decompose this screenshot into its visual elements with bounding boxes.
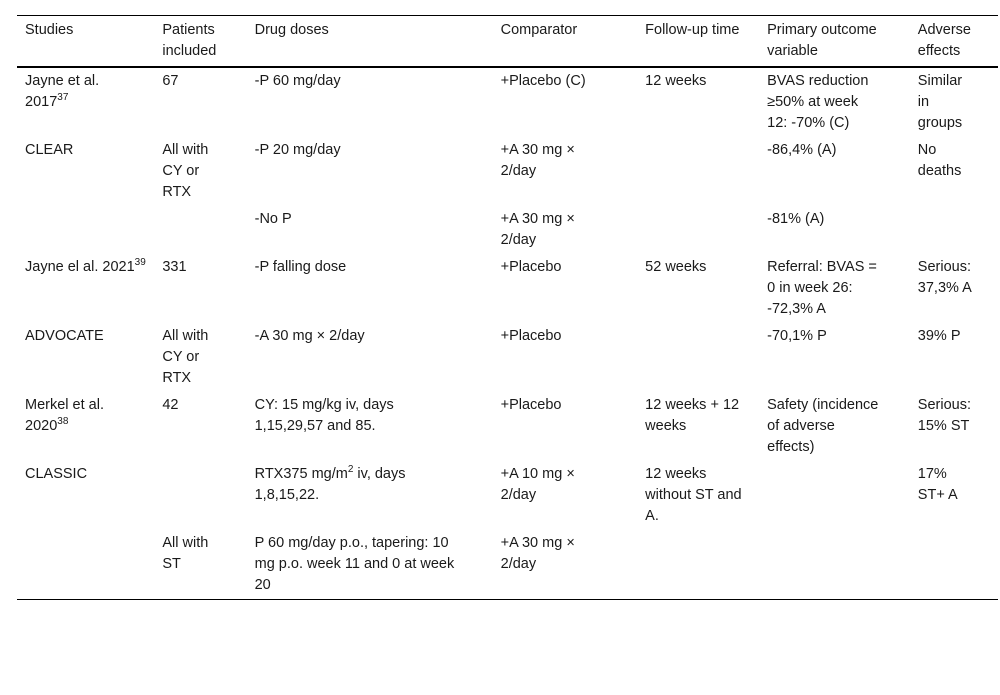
comparator: +A 30 mg × 2/day [500, 535, 575, 572]
table-row [17, 323, 998, 392]
table-row [17, 67, 998, 137]
follow-up-time: 12 weeks [645, 73, 707, 89]
cell-comparator [493, 254, 638, 323]
cell-drug-doses [247, 206, 493, 254]
cell-follow-up [637, 254, 759, 323]
drug-dose: RTX375 mg/m [254, 466, 348, 482]
cell-patients [154, 206, 246, 254]
cell-study [17, 67, 154, 137]
table-row [17, 137, 998, 206]
cell-patients [154, 530, 246, 600]
cell-patients [154, 67, 246, 137]
cell-primary-outcome [759, 530, 910, 600]
adverse-effects: 39% P [917, 328, 961, 344]
cell-adverse-effects [910, 67, 998, 137]
cell-comparator [493, 206, 638, 254]
adverse-effects: Serious: 37,3% A [917, 259, 972, 296]
header-row [17, 16, 998, 68]
study-name: Jayne el al. 2021 [25, 259, 135, 275]
cell-drug-doses [247, 392, 493, 461]
cell-follow-up [637, 137, 759, 206]
adverse-effects: No deaths [917, 142, 962, 179]
patients-included: All with ST [162, 535, 209, 572]
cell-follow-up [637, 206, 759, 254]
header-patients: Patients included [162, 22, 217, 59]
cell-primary-outcome [759, 392, 910, 461]
cell-drug-doses [247, 67, 493, 137]
drug-dose: -P 20 mg/day [254, 142, 341, 158]
header-drug-doses: Drug doses [254, 22, 329, 38]
adverse-effects: Serious: 15% ST [917, 397, 971, 434]
drug-dose-tail: iv, days 1,8,15,22. [254, 466, 406, 503]
study-name: ADVOCATE [25, 328, 104, 344]
cell-study [17, 461, 154, 530]
study-name: CLEAR [25, 142, 74, 158]
cell-study [17, 137, 154, 206]
cell-adverse-effects [910, 254, 998, 323]
comparator: +Placebo [500, 328, 562, 344]
primary-outcome: Referral: BVAS = 0 in week 26: -72,3% A [767, 259, 877, 317]
cell-drug-doses [247, 323, 493, 392]
table-body [17, 67, 998, 600]
drug-dose: -P 60 mg/day [254, 73, 341, 89]
cell-study [17, 206, 154, 254]
header-primary-outcome: Primary outcome variable [767, 22, 877, 59]
cell-comparator [493, 323, 638, 392]
study-name: CLASSIC [25, 466, 88, 482]
cell-study [17, 392, 154, 461]
cell-primary-outcome [759, 254, 910, 323]
follow-up-time: 52 weeks [645, 259, 707, 275]
cell-adverse-effects [910, 206, 998, 254]
cell-adverse-effects [910, 392, 998, 461]
drug-dose: -A 30 mg × 2/day [254, 328, 365, 344]
table-row [17, 461, 998, 530]
cell-patients [154, 137, 246, 206]
dose-superscript: 2 [347, 464, 354, 476]
patients-included: 42 [162, 397, 179, 413]
table-row [17, 254, 998, 323]
comparator: +Placebo [500, 397, 562, 413]
patients-included: All with CY or RTX [162, 328, 209, 386]
studies-table [17, 15, 998, 600]
cell-primary-outcome [759, 206, 910, 254]
drug-dose: CY: 15 mg/kg iv, days 1,15,29,57 and 85. [254, 397, 394, 434]
header-studies: Studies [25, 22, 74, 38]
header-adverse-effects: Adverse effects [917, 22, 971, 59]
cell-patients [154, 254, 246, 323]
cell-patients [154, 392, 246, 461]
table-row [17, 392, 998, 461]
table-row [17, 530, 998, 600]
cell-primary-outcome [759, 137, 910, 206]
cell-drug-doses [247, 137, 493, 206]
study-reference: 39 [134, 257, 146, 269]
cell-study [17, 530, 154, 600]
primary-outcome: BVAS reduction ≥50% at week 12: -70% (C) [767, 73, 869, 131]
study-reference: 38 [57, 416, 69, 428]
cell-study [17, 254, 154, 323]
drug-dose: P 60 mg/day p.o., tapering: 10 mg p.o. week 11 and 0 at week 20 [254, 535, 455, 593]
cell-drug-doses [247, 254, 493, 323]
patients-included: All with CY or RTX [162, 142, 209, 200]
study-name: Jayne et al. 2017 [25, 73, 100, 110]
cell-adverse-effects [910, 137, 998, 206]
primary-outcome: -70,1% P [767, 328, 827, 344]
follow-up-time: 12 weeks without ST and A. [645, 466, 742, 524]
cell-patients [154, 461, 246, 530]
cell-primary-outcome [759, 461, 910, 530]
cell-study [17, 323, 154, 392]
comparator: +A 10 mg × 2/day [500, 466, 575, 503]
cell-follow-up [637, 67, 759, 137]
primary-outcome: -86,4% (A) [767, 142, 837, 158]
cell-follow-up [637, 323, 759, 392]
follow-up-time: 12 weeks + 12 weeks [645, 397, 740, 434]
drug-dose: -No P [254, 211, 292, 227]
cell-comparator [493, 461, 638, 530]
cell-primary-outcome [759, 323, 910, 392]
adverse-effects: Similar in groups [917, 73, 963, 131]
study-name: Merkel et al. 2020 [25, 397, 104, 434]
cell-drug-doses [247, 530, 493, 600]
cell-comparator [493, 67, 638, 137]
header-follow-up: Follow-up time [645, 22, 740, 38]
table-header [17, 16, 998, 68]
cell-comparator [493, 530, 638, 600]
table-row [17, 206, 998, 254]
cell-comparator [493, 392, 638, 461]
comparator: +Placebo (C) [500, 73, 586, 89]
comparator: +Placebo [500, 259, 562, 275]
cell-primary-outcome [759, 67, 910, 137]
comparator: +A 30 mg × 2/day [500, 142, 575, 179]
patients-included: 331 [162, 259, 187, 275]
cell-adverse-effects [910, 530, 998, 600]
cell-comparator [493, 137, 638, 206]
primary-outcome: Safety (incidence of adverse effects) [767, 397, 879, 455]
comparator: +A 30 mg × 2/day [500, 211, 575, 248]
cell-follow-up [637, 392, 759, 461]
cell-follow-up [637, 461, 759, 530]
cell-adverse-effects [910, 461, 998, 530]
cell-patients [154, 323, 246, 392]
cell-drug-doses [247, 461, 493, 530]
drug-dose: -P falling dose [254, 259, 347, 275]
study-reference: 37 [57, 92, 69, 104]
cell-follow-up [637, 530, 759, 600]
primary-outcome: -81% (A) [767, 211, 825, 227]
adverse-effects: 17% ST+ A [917, 466, 958, 503]
header-comparator: Comparator [500, 22, 578, 38]
cell-adverse-effects [910, 323, 998, 392]
patients-included: 67 [162, 73, 179, 89]
